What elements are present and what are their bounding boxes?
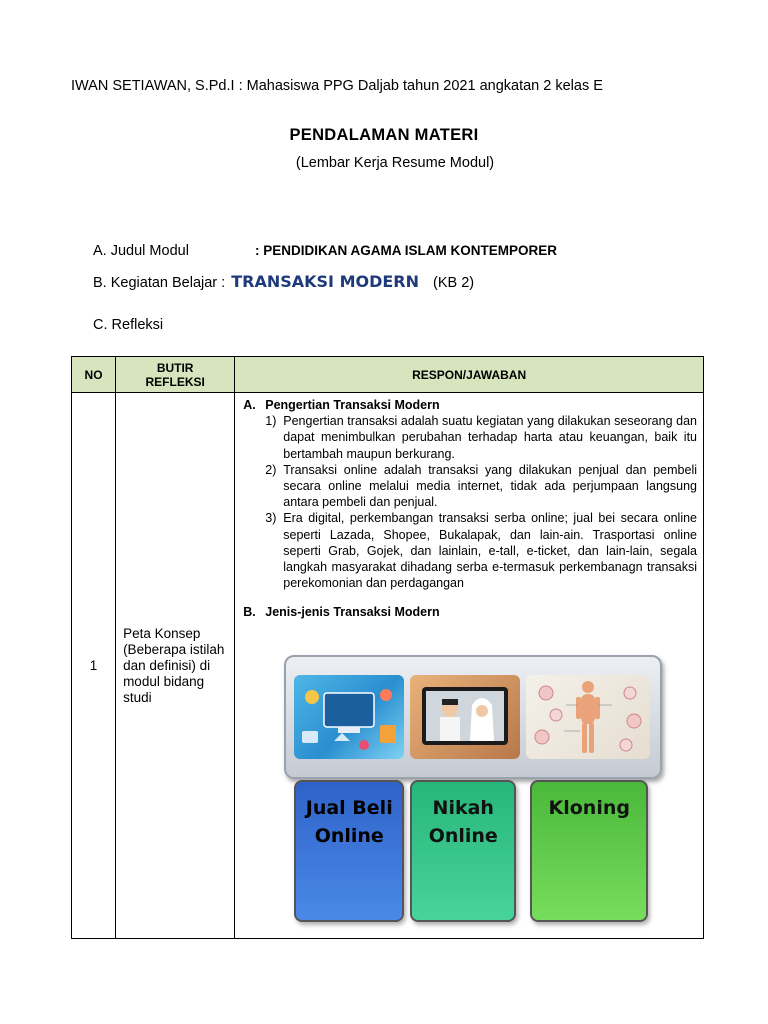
list-item: 1) Pengertian transaksi adalah suatu kegiatan yang dilakukan seseorang dan dapat menimbulkan perubahan terhadap harta atau keuangan, baik itu bertambah maupun berkurang. bbox=[265, 414, 697, 461]
module-title-value: : PENDIDIKAN AGAMA ISLAM KONTEMPORER bbox=[255, 243, 557, 258]
reflection-label: C. Refleksi bbox=[93, 317, 164, 333]
learning-activity-label: B. Kegiatan Belajar : bbox=[93, 275, 226, 291]
image-strip-frame bbox=[284, 655, 662, 779]
cloning-image bbox=[526, 675, 650, 759]
section-b-heading: B. Jenis-jenis Transaksi Modern bbox=[243, 605, 440, 620]
online-shopping-image bbox=[294, 675, 404, 759]
header-no: NO bbox=[72, 357, 116, 393]
response-cell bbox=[235, 393, 704, 939]
list-item: 2) Transaksi online adalah transaksi yang dilakukan penjual dan pembeli secara online melalui media internet, tidak ada perjumpaan langsung antara pembeli dan penjual. bbox=[265, 462, 697, 510]
document-title: PENDALAMAN MATERI bbox=[289, 126, 479, 144]
learning-activity-title: TRANSAKSI MODERN bbox=[231, 272, 420, 291]
table-header-row bbox=[72, 357, 704, 393]
box-cloning: Kloning bbox=[530, 780, 648, 922]
section-a-heading: A. Pengertian Transaksi Modern bbox=[243, 398, 440, 412]
online-wedding-image bbox=[410, 675, 520, 759]
row-number: 1 bbox=[72, 393, 116, 939]
definition-list bbox=[243, 413, 697, 591]
reflection-item: Peta Konsep (Beberapa istilah dan definisi) di modul bidang studi bbox=[116, 393, 235, 939]
author-line: IWAN SETIAWAN, S.Pd.I : Mahasiswa PPG Daljab tahun 2021 angkatan 2 kelas E bbox=[71, 78, 603, 94]
module-title-row bbox=[93, 243, 557, 259]
transaction-types-diagram bbox=[284, 655, 664, 925]
learning-activity-row bbox=[93, 272, 474, 291]
header-response: RESPON/JAWABAN bbox=[235, 357, 704, 393]
box-online-trading: Jual Beli Online bbox=[294, 780, 404, 922]
list-item: 3) Era digital, perkembangan transaksi serba online; jual bei secara online seperti Lazada, Shopee, Bukalapak, dan lain-ain. Trasportasi online seperti Grab, Gojek, dan lainlain, e-tall, e-ticket, dan lain-lain, segala langkah masyarakat dihadang serba e-termasuk perkembanagn transaksi perekomonian dan perdagangan bbox=[265, 511, 697, 591]
header-butir: BUTIR REFLEKSI bbox=[116, 357, 235, 393]
table-row bbox=[72, 393, 704, 939]
learning-activity-code: (KB 2) bbox=[433, 275, 475, 291]
box-online-marriage: Nikah Online bbox=[410, 780, 516, 922]
document-subtitle: (Lembar Kerja Resume Modul) bbox=[295, 155, 495, 171]
reflection-table bbox=[71, 356, 704, 939]
module-title-label: A. Judul Modul bbox=[93, 243, 189, 259]
